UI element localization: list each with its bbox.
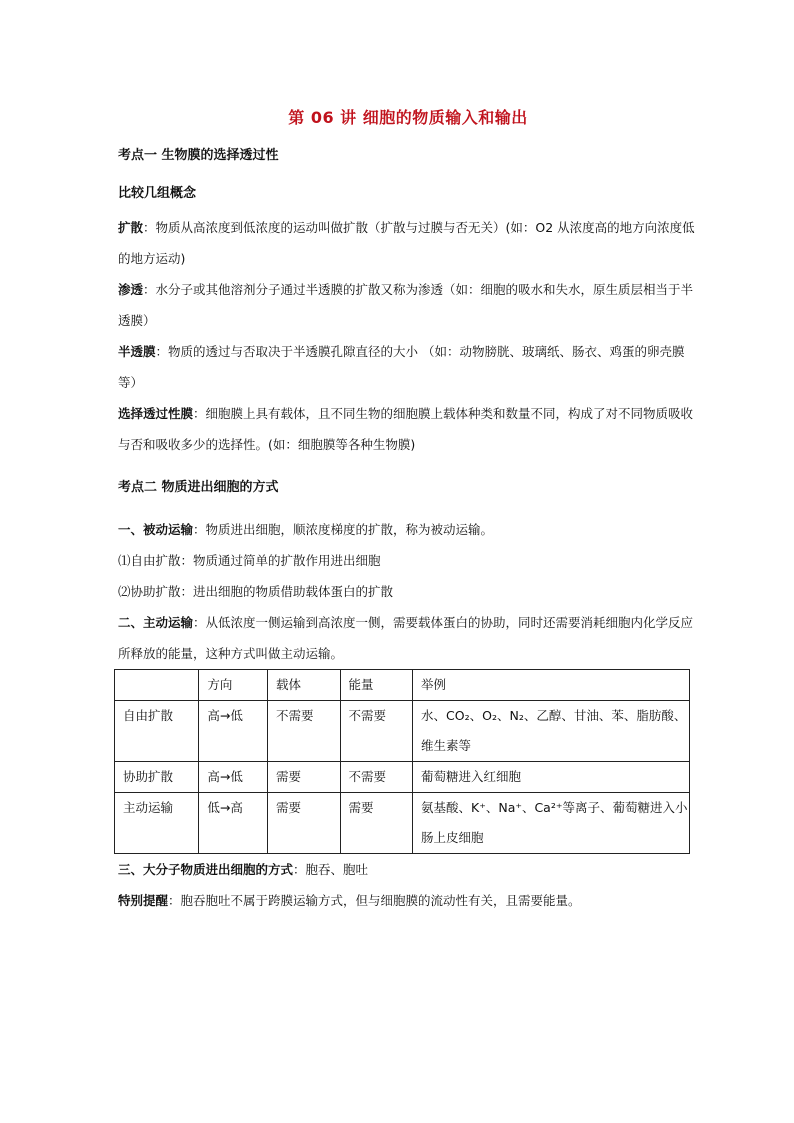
concept-text: ：物质从高浓度到低浓度的运动叫做扩散（扩散与过膜与否无关）(如：O2 从浓度高的地方向浓度低的地方运动) <box>118 220 695 266</box>
table-cell: 需要 <box>340 793 413 854</box>
table-cell: 水、CO₂、O₂、N₂、乙醇、甘油、苯、脂肪酸、维生素等 <box>413 701 690 762</box>
document-page <box>118 104 698 916</box>
section1-heading: 考点一 生物膜的选择透过性 <box>118 148 279 163</box>
concept-term: 渗透 <box>118 282 144 297</box>
concept-term: 选择透过性膜 <box>118 406 194 421</box>
table-cell: 不需要 <box>267 701 340 762</box>
section2-heading: 考点二 物质进出细胞的方式 <box>118 480 279 495</box>
table-header-cell: 举例 <box>413 670 690 701</box>
passive-transport <box>118 514 698 545</box>
concept-diffusion <box>118 212 698 274</box>
concept-text: ：水分子或其他溶剂分子通过半透膜的扩散又称为渗透（如：细胞的吸水和失水，原生质层相当于半透膜） <box>118 282 694 328</box>
table-cell: 自由扩散 <box>115 701 199 762</box>
concept-term: 扩散 <box>118 220 144 235</box>
page-title: 第 06 讲 细胞的物质输入和输出 <box>288 108 528 127</box>
active-text: ：从低浓度一侧运输到高浓度一侧，需要载体蛋白的协助，同时还需要消耗细胞内化学反应所释放的能量，这种方式叫做主动运输。 <box>118 615 694 661</box>
table-cell: 氨基酸、K⁺、Na⁺、Ca²⁺等离子、葡萄糖进入小肠上皮细胞 <box>413 793 690 854</box>
table-row <box>115 793 690 854</box>
table-cell: 葡萄糖进入红细胞 <box>413 762 690 793</box>
passive-term: 一、被动运输 <box>118 522 194 537</box>
table-cell: 需要 <box>267 793 340 854</box>
active-term: 二、主动运输 <box>118 615 194 630</box>
table-header-cell: 载体 <box>267 670 340 701</box>
table-cell: 低→高 <box>199 793 268 854</box>
active-transport <box>118 607 698 669</box>
concept-osmosis <box>118 274 698 336</box>
concept-semipermeable <box>118 336 698 398</box>
table-cell: 高→低 <box>199 701 268 762</box>
tip-text: ：胞吞胞吐不属于跨膜运输方式，但与细胞膜的流动性有关，且需要能量。 <box>168 893 581 908</box>
macro-text: ：胞吞、胞吐 <box>293 862 369 877</box>
table-cell: 不需要 <box>340 701 413 762</box>
concept-term: 半透膜 <box>118 344 156 359</box>
macro-term: 三、大分子物质进出细胞的方式 <box>118 862 294 877</box>
special-reminder <box>118 885 698 916</box>
table-header-row <box>115 670 690 701</box>
table-cell: 高→低 <box>199 762 268 793</box>
table-cell: 主动运输 <box>115 793 199 854</box>
table-header-cell <box>115 670 199 701</box>
table-row <box>115 701 690 762</box>
table-header-cell: 能量 <box>340 670 413 701</box>
macromolecule-transport <box>118 854 698 885</box>
concept-text: ：物质的透过与否取决于半透膜孔隙直径的大小 （如：动物膀胱、玻璃纸、肠衣、鸡蛋的卵壳膜等） <box>118 344 685 390</box>
facilitated-diffusion: ⑵协助扩散：进出细胞的物质借助载体蛋白的扩散 <box>118 584 394 599</box>
table-cell: 需要 <box>267 762 340 793</box>
section1-subheading: 比较几组概念 <box>118 186 197 201</box>
table-cell: 不需要 <box>340 762 413 793</box>
passive-text: ：物质进出细胞，顺浓度梯度的扩散，称为被动运输。 <box>193 522 494 537</box>
free-diffusion: ⑴自由扩散：物质通过简单的扩散作用进出细胞 <box>118 553 381 568</box>
table-cell: 协助扩散 <box>115 762 199 793</box>
concept-selective <box>118 398 698 460</box>
transport-comparison-table <box>114 669 690 854</box>
table-row <box>115 762 690 793</box>
table-header-cell: 方向 <box>199 670 268 701</box>
concept-text: ：细胞膜上具有载体，且不同生物的细胞膜上载体种类和数量不同，构成了对不同物质吸收与否和吸收多少的选择性。(如：细胞膜等各种生物膜) <box>118 406 694 452</box>
tip-term: 特别提醒 <box>118 893 169 908</box>
